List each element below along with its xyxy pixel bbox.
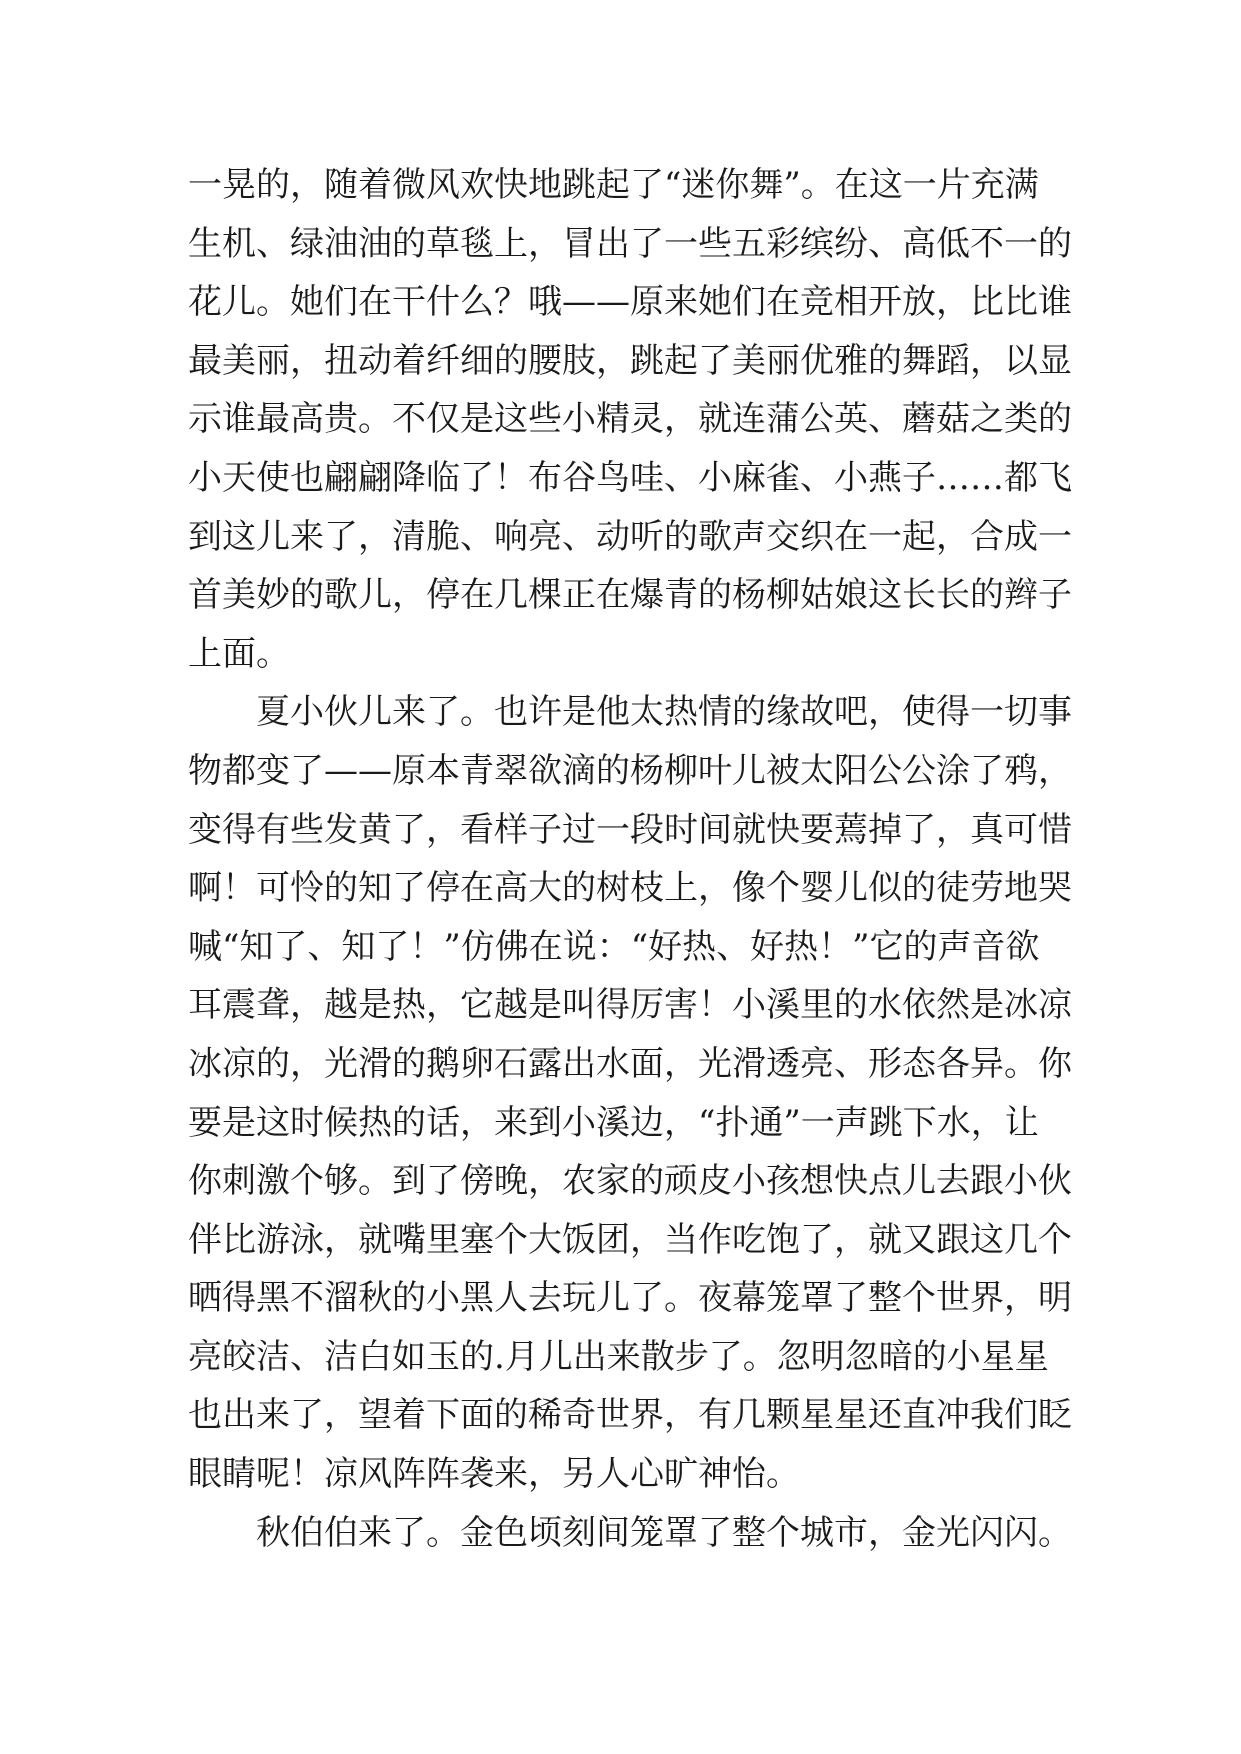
text-line: 花儿。她们在干什么？哦——原来她们在竞相开放，比比谁 xyxy=(188,282,1072,323)
text-line: 你刺激个够。到了傍晚，农家的顽皮小孩想快点儿去跟小伙 xyxy=(188,1161,1072,1202)
text-line: 一晃的，随着微风欢快地跳起了“迷你舞”。在这一片充满 xyxy=(188,165,1039,205)
text-line: 最美丽，扭动着纤细的腰肢，跳起了美丽优雅的舞蹈，以显 xyxy=(188,340,1072,381)
text-line: 到这儿来了，清脆、响亮、动听的歌声交织在一起，合成一 xyxy=(188,516,1072,557)
paragraph-start-line: 秋伯伯来了。金色顷刻间笼罩了整个城市，金光闪闪。 xyxy=(256,1512,1072,1553)
text-line: 冰凉的，光滑的鹅卵石露出水面，光滑透亮、形态各异。你 xyxy=(188,1043,1072,1084)
text-line: 上面。 xyxy=(188,633,290,674)
text-line: 喊“知了、知了！”仿佛在说：“好热、好热！”它的声音欲 xyxy=(188,926,1040,967)
text-line: 生机、绿油油的草毯上，冒出了一些五彩缤纷、高低不一的 xyxy=(188,223,1072,264)
text-line: 首美妙的歌儿，停在几棵正在爆青的杨柳姑娘这长长的辫子 xyxy=(188,575,1072,616)
text-line: 亮皎洁、洁白如玉的.月儿出来散步了。忽明忽暗的小星星 xyxy=(188,1336,1049,1377)
text-line: 变得有些发黄了，看样子过一段时间就快要蔫掉了，真可惜 xyxy=(188,809,1072,850)
text-line: 物都变了——原本青翠欲滴的杨柳叶儿被太阳公公涂了鸦， xyxy=(188,750,1072,791)
text-line: 耳震聋，越是热，它越是叫得厉害！小溪里的水依然是冰凉 xyxy=(188,985,1072,1026)
paragraph-start-line: 夏小伙儿来了。也许是他太热情的缘故吧，使得一切事 xyxy=(256,692,1072,733)
text-line: 伴比游泳，就嘴里塞个大饭团，当作吃饱了，就又跟这几个 xyxy=(188,1219,1072,1260)
text-line: 眼睛呢！凉风阵阵袭来，另人心旷神怡。 xyxy=(188,1454,800,1495)
text-line: 也出来了，望着下面的稀奇世界，有几颗星星还直冲我们眨 xyxy=(188,1395,1072,1436)
text-line: 晒得黑不溜秋的小黑人去玩儿了。夜幕笼罩了整个世界，明 xyxy=(188,1278,1072,1319)
text-line: 小天使也翩翩降临了！布谷鸟哇、小麻雀、小燕子……都飞 xyxy=(188,457,1072,498)
document-body xyxy=(188,156,1072,1562)
text-line: 啊！可怜的知了停在高大的树枝上，像个婴儿似的徒劳地哭 xyxy=(188,868,1072,909)
text-line: 示谁最高贵。不仅是这些小精灵，就连蒲公英、蘑菇之类的 xyxy=(188,399,1072,440)
text-line: 要是这时候热的话，来到小溪边，“扑通”一声跳下水，让 xyxy=(188,1102,1039,1143)
